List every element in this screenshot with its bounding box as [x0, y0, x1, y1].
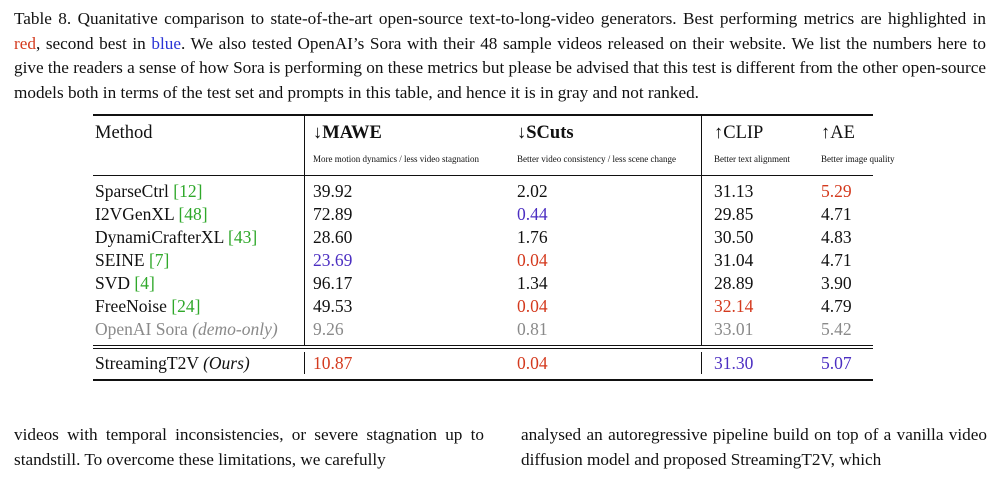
- cell-clip-second: 31.30: [714, 353, 754, 373]
- body-text-right: analysed an autoregressive pipeline build on top of a vanilla video diffusion model and proposed StreamingT2V, which: [521, 425, 987, 469]
- subheader-ae: Better image quality: [821, 154, 895, 164]
- cell-mawe-second: 23.69: [313, 250, 353, 270]
- method-note: (Ours): [203, 353, 250, 373]
- caption-blue-word: blue: [151, 33, 181, 53]
- cell-ae: 4.71: [821, 250, 852, 270]
- table-caption: [14, 7, 986, 105]
- cell-mawe: 28.60: [313, 227, 353, 247]
- cell-ae: 4.83: [821, 227, 852, 247]
- divider-metrics: [701, 116, 702, 345]
- cell-ae: 3.90: [821, 273, 852, 293]
- header-ae: ↑AE: [821, 123, 855, 143]
- header-clip: ↑CLIP: [714, 123, 764, 143]
- method-note: (demo-only): [192, 319, 278, 339]
- table-row-method: [95, 203, 208, 225]
- citation-link[interactable]: [12]: [173, 181, 203, 201]
- cell-scuts-best: 0.04: [517, 250, 548, 270]
- table-row-method: [95, 180, 202, 202]
- table-row-method: [95, 249, 169, 271]
- cell-scuts-best: 0.04: [517, 353, 548, 373]
- cell-scuts: 2.02: [517, 181, 548, 201]
- subheader-mawe: More motion dynamics / less video stagnation: [313, 154, 479, 164]
- header-method: Method: [95, 123, 153, 143]
- cell-mawe: 39.92: [313, 181, 353, 201]
- bottom-rule: [93, 379, 873, 381]
- cell-mawe: 9.26: [313, 319, 344, 339]
- cell-scuts: 1.76: [517, 227, 548, 247]
- cell-ae: 5.42: [821, 319, 852, 339]
- table-row-method: [95, 295, 200, 317]
- method-name: FreeNoise: [95, 296, 172, 316]
- table-row-method-ours: [95, 352, 250, 374]
- citation-link[interactable]: [48]: [178, 204, 208, 224]
- caption-text-1: Table 8. Quanitative comparison to state-of-the-art open-source text-to-long-video generators. Best performing metrics are highlighted in: [14, 9, 986, 28]
- method-name: DynamiCrafterXL: [95, 227, 228, 247]
- cell-clip: 31.04: [714, 250, 754, 270]
- method-name: I2VGenXL: [95, 204, 179, 224]
- subheader-clip: Better text alignment: [714, 154, 790, 164]
- cell-mawe: 96.17: [313, 273, 353, 293]
- cell-mawe: 49.53: [313, 296, 353, 316]
- divider-metrics-ours: [701, 352, 702, 374]
- body-text-left: videos with temporal inconsistencies, or severe stagnation up to standstill. To overcome these limitations, we carefully: [14, 425, 484, 469]
- method-name: SparseCtrl: [95, 181, 174, 201]
- subheader-scuts: Better video consistency / less scene change: [517, 154, 676, 164]
- cell-ae-second: 5.07: [821, 353, 852, 373]
- citation-link[interactable]: [4]: [134, 273, 155, 293]
- cell-mawe: 72.89: [313, 204, 353, 224]
- cell-ae: 4.79: [821, 296, 852, 316]
- caption-text-3: . We also tested OpenAI’s Sora with their 48 sample videos released on their website. We list the numbers here to give the readers a sense of how Sora is performing on these metrics but please be advised that this test is different from the other open-source models both in terms of the test set and prompts in this table, and hence it is in gray and not ranked.: [14, 33, 986, 102]
- header-rule: [93, 175, 873, 176]
- cell-scuts: 0.81: [517, 319, 548, 339]
- ours-rule-2: [93, 348, 873, 349]
- header-mawe: ↓MAWE: [313, 123, 382, 143]
- cell-clip-best: 32.14: [714, 296, 754, 316]
- cell-scuts-second: 0.44: [517, 204, 548, 224]
- citation-link[interactable]: [24]: [171, 296, 201, 316]
- cell-ae: 4.71: [821, 204, 852, 224]
- cell-clip: 28.89: [714, 273, 754, 293]
- caption-red-word: red: [14, 33, 36, 53]
- table-row-method: [95, 272, 155, 294]
- table-row-method: [95, 226, 257, 248]
- header-scuts: ↓SCuts: [517, 123, 574, 143]
- cell-mawe-best: 10.87: [313, 353, 353, 373]
- ours-rule-1: [93, 345, 873, 346]
- citation-link[interactable]: [43]: [228, 227, 258, 247]
- top-rule: [93, 114, 873, 116]
- cell-clip: 30.50: [714, 227, 754, 247]
- cell-scuts: 1.34: [517, 273, 548, 293]
- method-name: SVD: [95, 273, 135, 293]
- cell-ae-best: 5.29: [821, 181, 852, 201]
- citation-link[interactable]: [7]: [148, 250, 170, 270]
- method-name: OpenAI Sora: [95, 319, 193, 339]
- cell-clip: 29.85: [714, 204, 754, 224]
- method-name: SEINE: [95, 250, 149, 270]
- cell-clip: 33.01: [714, 319, 754, 339]
- comparison-table: [93, 114, 895, 382]
- table-row-method-sora: [95, 318, 278, 340]
- cell-clip: 31.13: [714, 181, 754, 201]
- cell-scuts-best: 0.04: [517, 296, 548, 316]
- method-name: StreamingT2V: [95, 353, 204, 373]
- divider-method: [304, 116, 305, 345]
- caption-text-2: , second best in: [35, 33, 152, 53]
- divider-method-ours: [304, 352, 305, 374]
